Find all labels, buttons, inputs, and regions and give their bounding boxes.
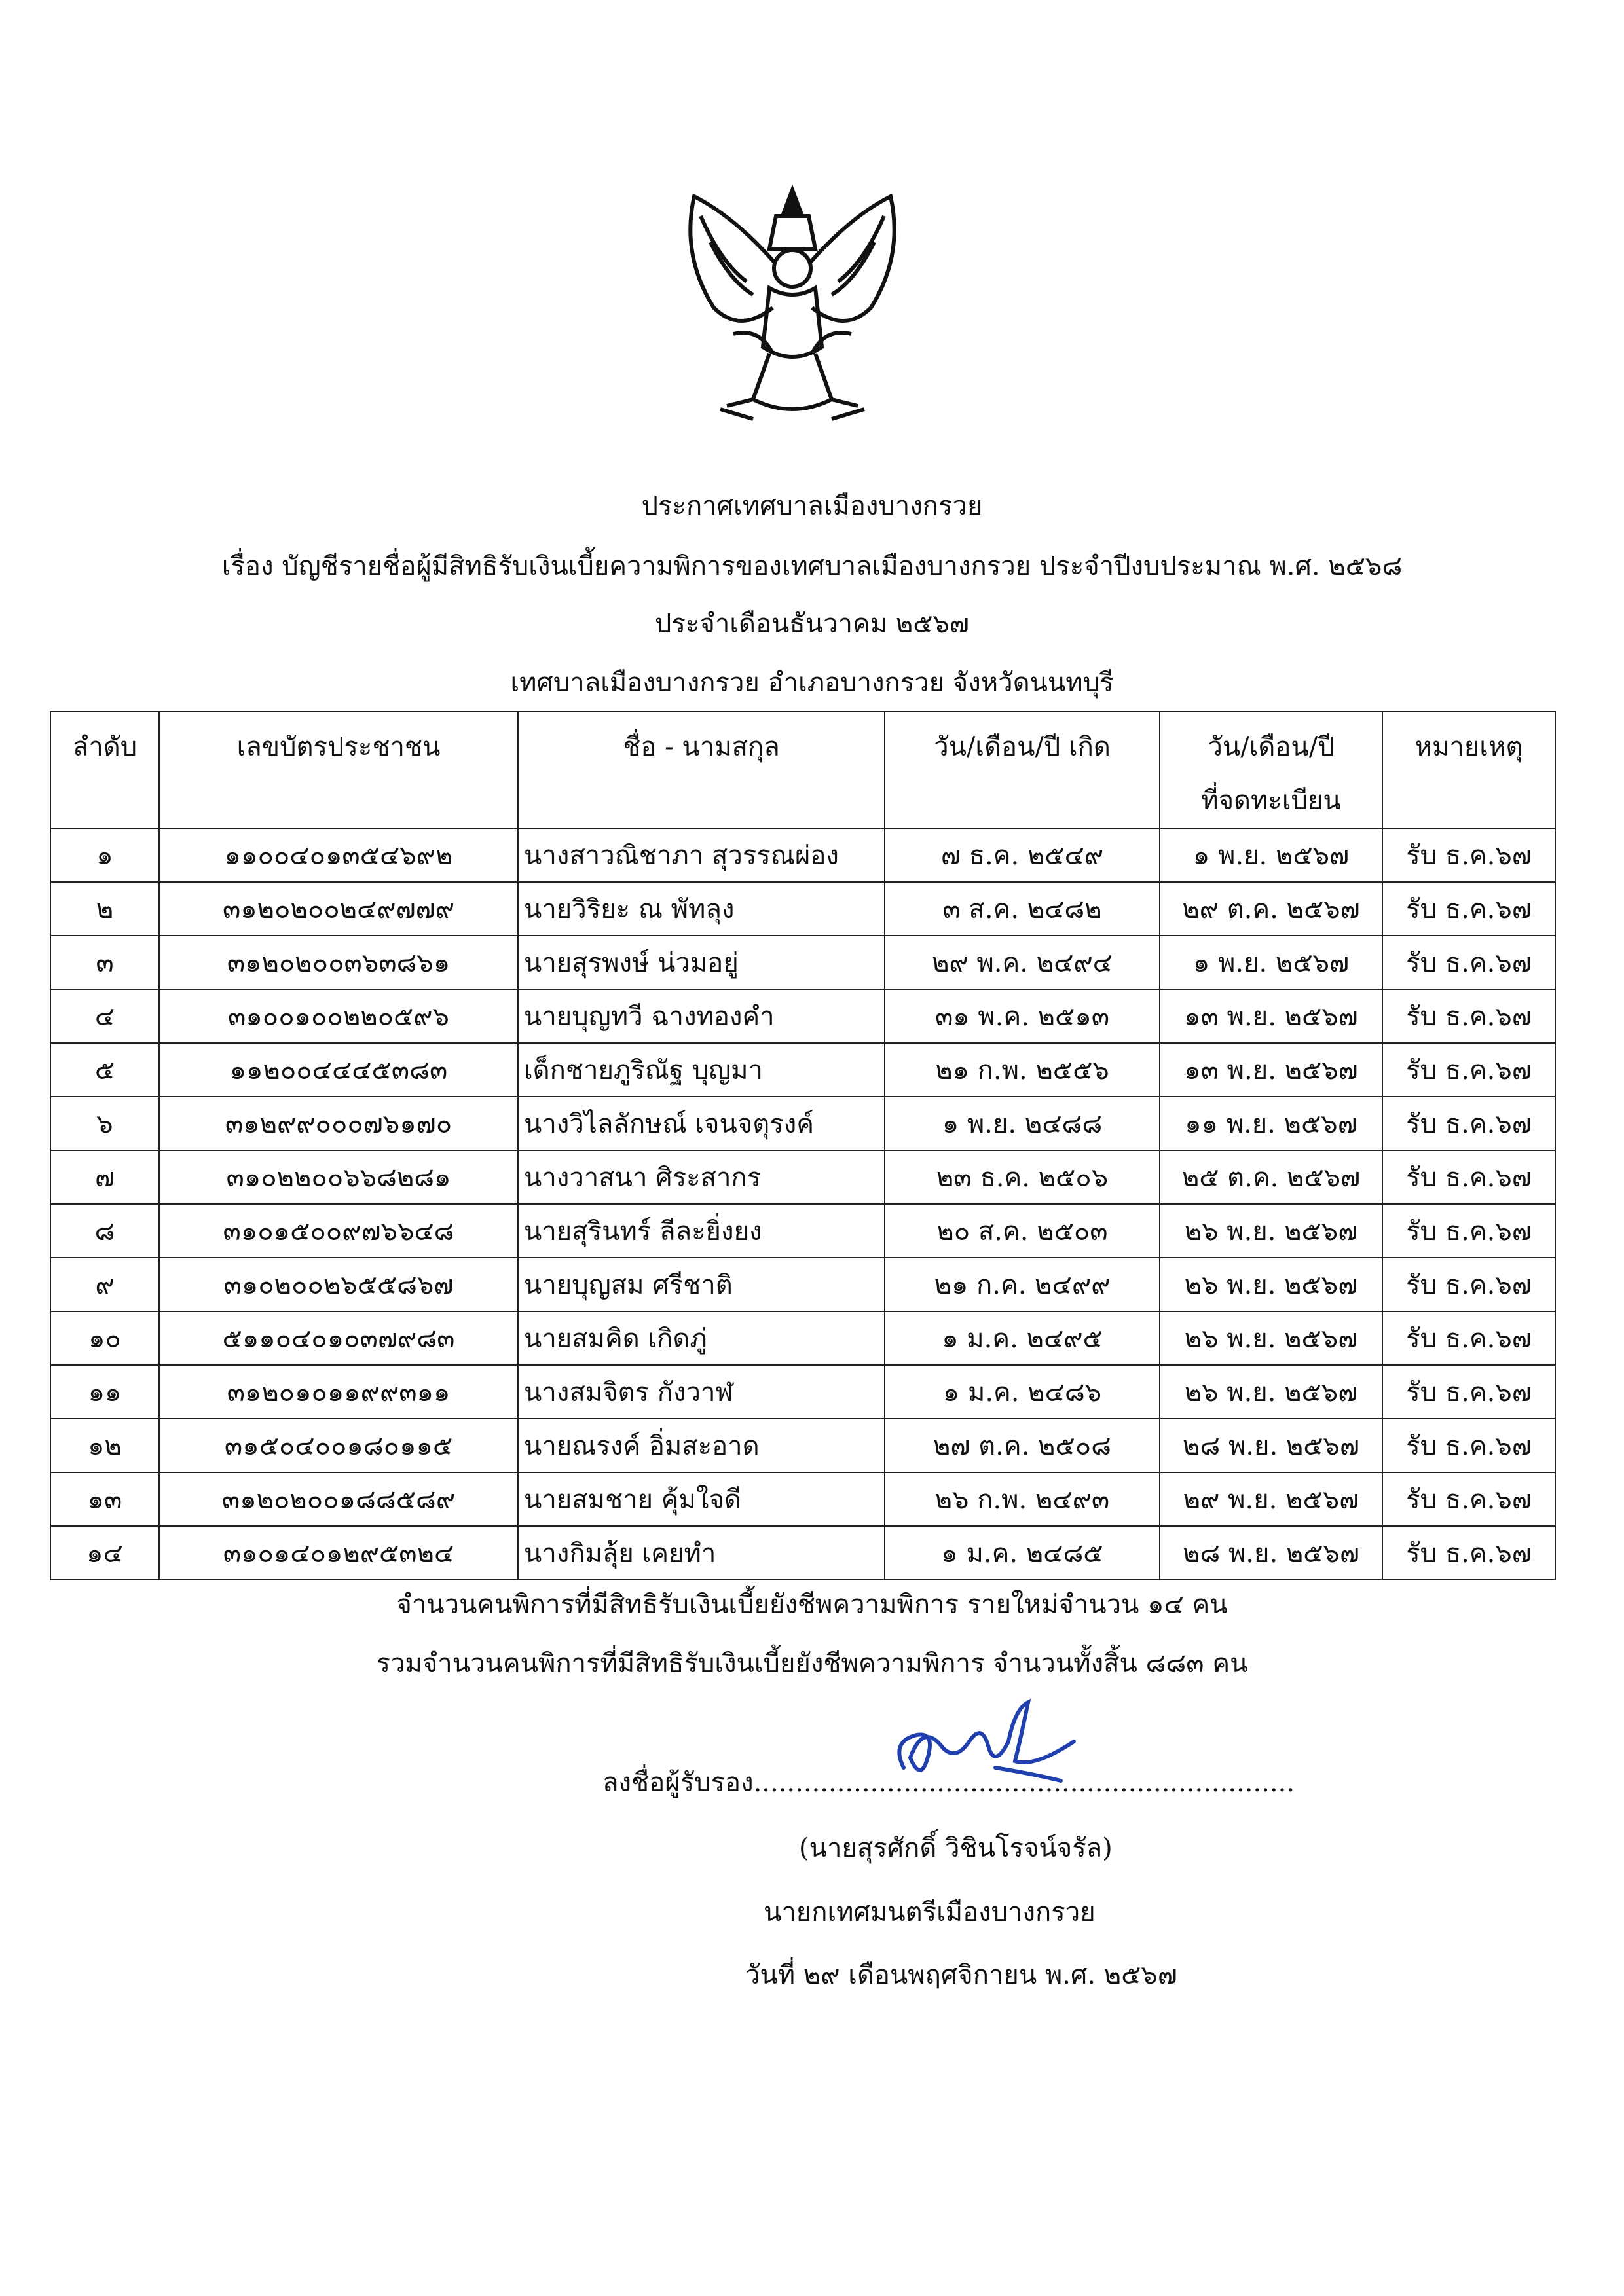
cell-birth-date: ๒๑ ก.ค. ๒๔๙๙ — [885, 1258, 1160, 1311]
cell-name: นายบุญสม ศรีชาติ — [518, 1258, 885, 1311]
cell-birth-date: ๗ ธ.ค. ๒๕๔๙ — [885, 828, 1160, 882]
cell-id-number: ๓๑๐๐๑๐๐๒๒๐๕๙๖ — [159, 989, 518, 1043]
cell-id-number: ๓๑๕๐๔๐๐๑๘๐๑๑๕ — [159, 1419, 518, 1472]
cell-birth-date: ๒๗ ต.ค. ๒๕๐๘ — [885, 1419, 1160, 1472]
garuda-emblem-icon — [655, 177, 930, 439]
cell-registered-date: ๑ พ.ย. ๒๕๖๗ — [1160, 828, 1382, 882]
header-no: ลำดับ — [50, 712, 159, 828]
cell-note: รับ ธ.ค.๖๗ — [1382, 1419, 1555, 1472]
cell-registered-date: ๒๖ พ.ย. ๒๕๖๗ — [1160, 1365, 1382, 1419]
cell-note: รับ ธ.ค.๖๗ — [1382, 1204, 1555, 1258]
cell-birth-date: ๓๑ พ.ค. ๒๕๑๓ — [885, 989, 1160, 1043]
announcement-location: เทศบาลเมืองบางกรวย อำเภอบางกรวย จังหวัดนนทบุรี — [510, 668, 1114, 698]
cell-id-number: ๓๑๐๑๕๐๐๙๗๖๖๔๘ — [159, 1204, 518, 1258]
cell-name: นายบุญทวี ฉางทองคำ — [518, 989, 885, 1043]
cell-name: นายณรงค์ อิ่มสะอาด — [518, 1419, 885, 1472]
cell-name: นางวิไลลักษณ์ เจนจตุรงค์ — [518, 1097, 885, 1150]
cell-name: เด็กชายภูริณัฐ บุญมา — [518, 1043, 885, 1097]
cell-id-number: ๓๑๐๒๒๐๐๖๖๘๒๘๑ — [159, 1150, 518, 1204]
table-row — [50, 1526, 1555, 1580]
cell-id-number: ๓๑๐๑๔๐๑๒๙๕๓๒๔ — [159, 1526, 518, 1580]
cell-birth-date: ๒๐ ส.ค. ๒๕๐๓ — [885, 1204, 1160, 1258]
cell-registered-date: ๒๖ พ.ย. ๒๕๖๗ — [1160, 1311, 1382, 1365]
certifier-sign-line: ลงชื่อผู้รับรอง................................................................. — [602, 1768, 1295, 1798]
cell-registered-date: ๑๓ พ.ย. ๒๕๖๗ — [1160, 989, 1382, 1043]
cell-no: ๑๓ — [50, 1472, 159, 1526]
cell-name: นายวิริยะ ณ พัทลุง — [518, 882, 885, 936]
cell-name: นายสมคิด เกิดภู่ — [518, 1311, 885, 1365]
signer-name: (นายสุรศักดิ์ วิชินโรจน์จรัล) — [799, 1833, 1113, 1863]
cell-name: นายสุรพงษ์ น่วมอยู่ — [518, 936, 885, 989]
cell-birth-date: ๓ ส.ค. ๒๔๘๒ — [885, 882, 1160, 936]
table-row — [50, 1258, 1555, 1311]
cell-id-number: ๓๑๒๐๒๐๐๑๘๘๕๘๙ — [159, 1472, 518, 1526]
cell-note: รับ ธ.ค.๖๗ — [1382, 1097, 1555, 1150]
cell-note: รับ ธ.ค.๖๗ — [1382, 936, 1555, 989]
cell-no: ๕ — [50, 1043, 159, 1097]
cell-note: รับ ธ.ค.๖๗ — [1382, 1258, 1555, 1311]
table-row — [50, 1419, 1555, 1472]
cell-id-number: ๓๑๒๐๒๐๐๓๖๓๘๖๑ — [159, 936, 518, 989]
cell-id-number: ๓๑๒๙๙๐๐๐๗๖๑๗๐ — [159, 1097, 518, 1150]
cell-no: ๑๑ — [50, 1365, 159, 1419]
table-row — [50, 882, 1555, 936]
cell-note: รับ ธ.ค.๖๗ — [1382, 1311, 1555, 1365]
header-name: ชื่อ - นามสกุล — [518, 712, 885, 828]
cell-id-number: ๓๑๒๐๒๐๐๒๔๙๗๗๙ — [159, 882, 518, 936]
cell-note: รับ ธ.ค.๖๗ — [1382, 1150, 1555, 1204]
total-count-text: รวมจำนวนคนพิการที่มีสิทธิรับเงินเบี้ยยังชีพความพิการ จำนวนทั้งสิ้น ๘๘๓ คน — [376, 1649, 1248, 1679]
header-registered — [1160, 712, 1382, 828]
cell-registered-date: ๒๕ ต.ค. ๒๕๖๗ — [1160, 1150, 1382, 1204]
cell-no: ๘ — [50, 1204, 159, 1258]
cell-note: รับ ธ.ค.๖๗ — [1382, 882, 1555, 936]
cell-birth-date: ๑ ม.ค. ๒๔๘๖ — [885, 1365, 1160, 1419]
cell-registered-date: ๒๖ พ.ย. ๒๕๖๗ — [1160, 1204, 1382, 1258]
cell-id-number: ๑๑๐๐๔๐๑๓๕๔๖๙๒ — [159, 828, 518, 882]
cell-no: ๗ — [50, 1150, 159, 1204]
cell-registered-date: ๑๑ พ.ย. ๒๕๖๗ — [1160, 1097, 1382, 1150]
cell-registered-date: ๒๖ พ.ย. ๒๕๖๗ — [1160, 1258, 1382, 1311]
cell-name: นางสมจิตร กังวาฬ — [518, 1365, 885, 1419]
cell-birth-date: ๑ พ.ย. ๒๔๘๘ — [885, 1097, 1160, 1150]
cell-note: รับ ธ.ค.๖๗ — [1382, 828, 1555, 882]
cell-birth-date: ๑ ม.ค. ๒๔๙๕ — [885, 1311, 1160, 1365]
cell-registered-date: ๑๓ พ.ย. ๒๕๖๗ — [1160, 1043, 1382, 1097]
cell-id-number: ๓๑๒๐๑๐๑๑๙๙๓๑๑ — [159, 1365, 518, 1419]
cell-birth-date: ๒๑ ก.พ. ๒๕๕๖ — [885, 1043, 1160, 1097]
table-header-row — [50, 712, 1555, 828]
table-row — [50, 1097, 1555, 1150]
announcement-month: ประจำเดือนธันวาคม ๒๕๖๗ — [655, 609, 969, 639]
cell-no: ๑ — [50, 828, 159, 882]
cell-name: นางสาวณิชาภา สุวรรณผ่อง — [518, 828, 885, 882]
cell-note: รับ ธ.ค.๖๗ — [1382, 1472, 1555, 1526]
table-row — [50, 1043, 1555, 1097]
header-note: หมายเหตุ — [1382, 712, 1555, 828]
cell-note: รับ ธ.ค.๖๗ — [1382, 1365, 1555, 1419]
header-id: เลขบัตรประชาชน — [159, 712, 518, 828]
cell-registered-date: ๒๘ พ.ย. ๒๕๖๗ — [1160, 1419, 1382, 1472]
announcement-title: ประกาศเทศบาลเมืองบางกรวย — [641, 491, 983, 521]
table-row — [50, 1365, 1555, 1419]
table-row — [50, 936, 1555, 989]
table-row — [50, 1150, 1555, 1204]
table-row — [50, 1204, 1555, 1258]
cell-registered-date: ๒๙ ต.ค. ๒๕๖๗ — [1160, 882, 1382, 936]
cell-id-number: ๓๑๐๒๐๐๒๖๕๕๘๖๗ — [159, 1258, 518, 1311]
cell-birth-date: ๑ ม.ค. ๒๔๘๕ — [885, 1526, 1160, 1580]
table-row — [50, 989, 1555, 1043]
announcement-subject: เรื่อง บัญชีรายชื่อผู้มีสิทธิรับเงินเบี้ยความพิการของเทศบาลเมืองบางกรวย ประจำปีงบประมาณ พ.ศ. ๒๕๖๘ — [221, 551, 1403, 581]
cell-no: ๓ — [50, 936, 159, 989]
cell-no: ๙ — [50, 1258, 159, 1311]
cell-no: ๑๔ — [50, 1526, 159, 1580]
cell-registered-date: ๑ พ.ย. ๒๕๖๗ — [1160, 936, 1382, 989]
table-row — [50, 1311, 1555, 1365]
cell-note: รับ ธ.ค.๖๗ — [1382, 1526, 1555, 1580]
new-count-text: จำนวนคนพิการที่มีสิทธิรับเงินเบี้ยยังชีพความพิการ รายใหม่จำนวน ๑๔ คน — [396, 1590, 1228, 1620]
cell-no: ๑๒ — [50, 1419, 159, 1472]
announcement-date: วันที่ ๒๙ เดือนพฤศจิกายน พ.ศ. ๒๕๖๗ — [745, 1960, 1177, 1990]
cell-registered-date: ๒๙ พ.ย. ๒๕๖๗ — [1160, 1472, 1382, 1526]
cell-no: ๒ — [50, 882, 159, 936]
cell-no: ๑๐ — [50, 1311, 159, 1365]
cell-name: นายสมชาย คุ้มใจดี — [518, 1472, 885, 1526]
cell-no: ๖ — [50, 1097, 159, 1150]
header-birth: วัน/เดือน/ปี เกิด — [885, 712, 1160, 828]
header-registered-line2: ที่จดทะเบียน — [1201, 786, 1341, 816]
cell-note: รับ ธ.ค.๖๗ — [1382, 989, 1555, 1043]
cell-note: รับ ธ.ค.๖๗ — [1382, 1043, 1555, 1097]
cell-no: ๔ — [50, 989, 159, 1043]
table-row — [50, 828, 1555, 882]
cell-name: นางกิมลุ้ย เคยทำ — [518, 1526, 885, 1580]
cell-name: นายสุรินทร์ ลีละยิ่งยง — [518, 1204, 885, 1258]
cell-id-number: ๑๑๒๐๐๔๔๔๕๓๘๓ — [159, 1043, 518, 1097]
header-registered-line1: วัน/เดือน/ปี — [1208, 732, 1335, 762]
cell-registered-date: ๒๘ พ.ย. ๒๕๖๗ — [1160, 1526, 1382, 1580]
cell-birth-date: ๒๙ พ.ค. ๒๔๙๔ — [885, 936, 1160, 989]
cell-birth-date: ๒๖ ก.พ. ๒๔๙๓ — [885, 1472, 1160, 1526]
beneficiary-table — [50, 711, 1556, 1580]
cell-birth-date: ๒๓ ธ.ค. ๒๕๐๖ — [885, 1150, 1160, 1204]
cell-name: นางวาสนา ศิระสากร — [518, 1150, 885, 1204]
table-row — [50, 1472, 1555, 1526]
signer-position: นายกเทศมนตรีเมืองบางกรวย — [764, 1897, 1096, 1927]
cell-id-number: ๕๑๑๐๔๐๑๐๓๗๙๘๓ — [159, 1311, 518, 1365]
